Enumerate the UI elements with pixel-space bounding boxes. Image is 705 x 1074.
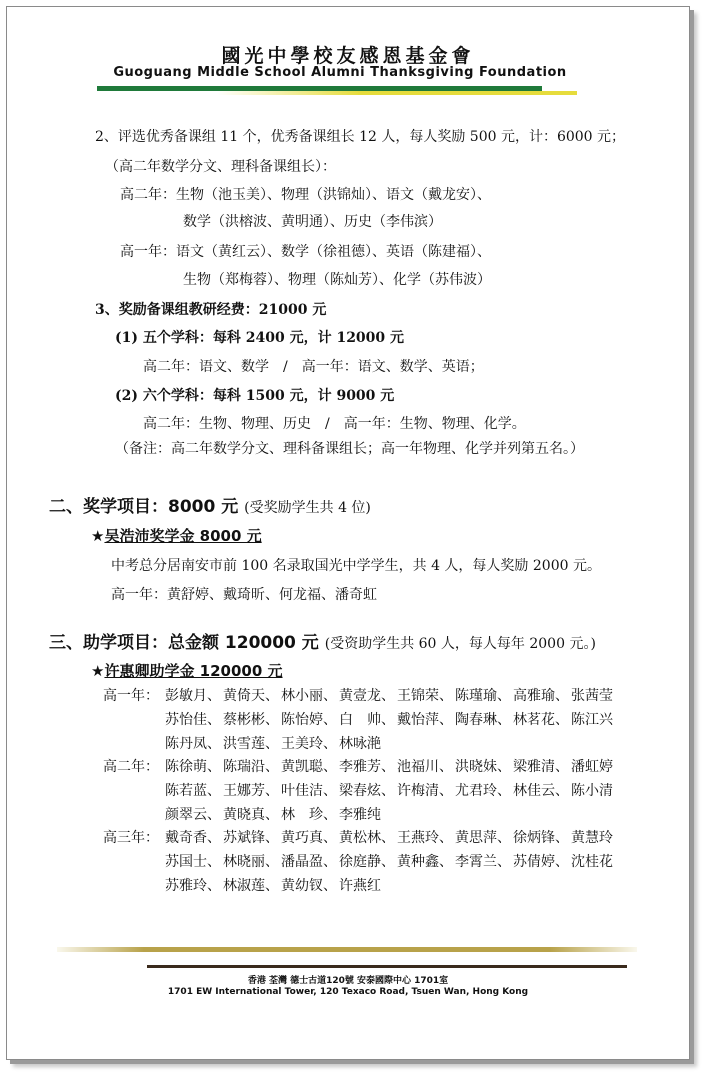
student-name: 苏雅玲、 bbox=[165, 878, 221, 894]
student-name: 陶春琳、 bbox=[455, 712, 511, 728]
student-name: 林晓丽、 bbox=[223, 854, 279, 870]
student-name: 黄慧玲 bbox=[571, 830, 613, 846]
student-name: 王燕玲、 bbox=[397, 830, 453, 846]
student-name: 许梅清、 bbox=[397, 783, 453, 799]
section2-grade-label: 高一年： bbox=[111, 587, 167, 603]
section2-award-name: 吴浩沛奖学金 8000 元 bbox=[104, 527, 262, 545]
grade3-names bbox=[165, 829, 629, 895]
student-name: 陈丹凤、 bbox=[165, 736, 221, 752]
student-name: 王娜芳、 bbox=[223, 783, 279, 799]
grade3-label: 高三年： bbox=[103, 830, 159, 846]
student-name: 蔡彬彬、 bbox=[223, 712, 279, 728]
student-name: 苏怡佳、 bbox=[165, 712, 221, 728]
section3-title bbox=[49, 632, 596, 655]
student-name: 尤君玲、 bbox=[455, 783, 511, 799]
footer-address-cn: 香港 荃灣 德士古道120號 安泰國際中心 1701室 bbox=[247, 976, 449, 986]
student-name: 陈瑾瑜、 bbox=[455, 688, 511, 704]
section2-award bbox=[91, 527, 262, 545]
star-icon: ★ bbox=[91, 527, 105, 545]
student-name: 苏国士、 bbox=[165, 854, 221, 870]
student-name: 白 帅、 bbox=[339, 712, 395, 728]
student-name: 黄倚天、 bbox=[223, 688, 279, 704]
student-name: 黄幼钗、 bbox=[281, 878, 337, 894]
student-name: 苏倩婷、 bbox=[513, 854, 569, 870]
student-name: 林淑莲、 bbox=[223, 878, 279, 894]
student-name: 戴怡萍、 bbox=[397, 712, 453, 728]
student-name: 黄巧真、 bbox=[281, 830, 337, 846]
student-name: 李雅纯 bbox=[339, 807, 381, 823]
student-name: 洪晓妹、 bbox=[455, 759, 511, 775]
student-name: 林 珍、 bbox=[281, 807, 337, 823]
section2-desc: 中考总分居南安市前 100 名录取国光中学学生，共 4 人，每人奖励 2000 元。 bbox=[111, 558, 601, 574]
student-name: 黄松林、 bbox=[339, 830, 395, 846]
grade2-names bbox=[165, 758, 629, 824]
student-name: 苏斌锋、 bbox=[223, 830, 279, 846]
student-name: 李雅芳、 bbox=[339, 759, 395, 775]
grade1-names bbox=[165, 687, 629, 753]
student-name: 徐庭静、 bbox=[339, 854, 395, 870]
student-name: 林佳云、 bbox=[513, 783, 569, 799]
part3-sub2-detail: 高二年：生物、物理、历史 / 高一年：生物、物理、化学。 bbox=[143, 416, 526, 432]
student-name: 林咏滟 bbox=[339, 736, 381, 752]
student-name: 叶佳洁、 bbox=[281, 783, 337, 799]
grade2-label: 高二年： bbox=[103, 759, 159, 775]
student-name: 林小丽、 bbox=[281, 688, 337, 704]
part3-heading: 3、奖励备课组教研经费：21000 元 bbox=[95, 302, 327, 318]
section2-note: (受奖励学生共 4 位) bbox=[244, 500, 371, 516]
letterhead-title-en: Guoguang Middle School Alumni Thanksgiving Foundation bbox=[113, 65, 567, 80]
part2-grade1-line2: 生物（郑梅蓉）、物理（陈灿芳）、化学（苏伟波） bbox=[183, 272, 491, 288]
document-page bbox=[6, 6, 690, 1060]
footer-dark-rule bbox=[147, 965, 627, 968]
footer-gold-rule bbox=[57, 947, 637, 952]
student-name: 陈怡婷、 bbox=[281, 712, 337, 728]
student-name: 潘虹婷 bbox=[571, 759, 613, 775]
section2-students-line bbox=[111, 586, 377, 604]
student-name: 彭敏月、 bbox=[165, 688, 221, 704]
part2-note: （高二年数学分文、理科备课组长）： bbox=[105, 159, 336, 175]
student-name: 王美玲、 bbox=[281, 736, 337, 752]
student-name: 黄晓真、 bbox=[223, 807, 279, 823]
footer-address-en: 1701 EW International Tower, 120 Texaco Road, Tsuen Wan, Hong Kong bbox=[167, 987, 529, 997]
student-name: 许燕红 bbox=[339, 878, 381, 894]
student-name: 陈江兴 bbox=[571, 712, 613, 728]
letterhead-yellow-rule bbox=[217, 91, 577, 95]
section2-students: 黄舒婷、戴琦昕、何龙福、潘奇虹 bbox=[167, 587, 377, 603]
part3-sub1: (1) 五个学科：每科 2400 元，计 12000 元 bbox=[115, 330, 405, 346]
student-name: 张茜莹 bbox=[571, 688, 613, 704]
student-name: 梁雅清、 bbox=[513, 759, 569, 775]
student-name: 池福川、 bbox=[397, 759, 453, 775]
star-icon: ★ bbox=[91, 662, 105, 680]
student-name: 洪雪莲、 bbox=[223, 736, 279, 752]
part3-remark: （备注：高二年数学分文、理科备课组长；高一年物理、化学并列第五名。） bbox=[115, 441, 584, 457]
student-name: 颜翠云、 bbox=[165, 807, 221, 823]
student-name: 戴奇香、 bbox=[165, 830, 221, 846]
student-name: 徐炳锋、 bbox=[513, 830, 569, 846]
student-name: 陈若蓝、 bbox=[165, 783, 221, 799]
part3-sub1-detail: 高二年：语文、数学 / 高一年：语文、数学、英语； bbox=[143, 359, 484, 375]
grade1-label: 高一年： bbox=[103, 688, 159, 704]
student-name: 陈小清 bbox=[571, 783, 613, 799]
letterhead-title-cn: 國光中學校友感恩基金會 bbox=[221, 45, 475, 67]
student-name: 陈瑞沿、 bbox=[223, 759, 279, 775]
student-name: 陈徐萌、 bbox=[165, 759, 221, 775]
part2-grade2-line1: 高二年：生物（池玉美）、物理（洪锦灿）、语文（戴龙安）、 bbox=[120, 187, 491, 203]
student-name: 高雅瑜、 bbox=[513, 688, 569, 704]
student-name: 黄种鑫、 bbox=[397, 854, 453, 870]
part2-grade2-line2: 数学（洪榕波、黄明通）、历史（李伟滨） bbox=[183, 214, 442, 230]
student-name: 林茗花、 bbox=[513, 712, 569, 728]
section3-note: (受资助学生共 60 人，每人每年 2000 元。) bbox=[324, 636, 596, 652]
student-name: 潘晶盈、 bbox=[281, 854, 337, 870]
student-name: 梁春炫、 bbox=[339, 783, 395, 799]
part2-heading: 2、评选优秀备课组 11 个，优秀备课组长 12 人，每人奖励 500 元，计：6000 元； bbox=[95, 129, 626, 145]
section3-award-name: 许惠卿助学金 120000 元 bbox=[104, 662, 283, 680]
student-name: 李霄兰、 bbox=[455, 854, 511, 870]
section3-award bbox=[91, 662, 283, 680]
student-name: 沈桂花 bbox=[571, 854, 613, 870]
section2-title-text: 二、奖学项目：8000 元 bbox=[49, 497, 239, 517]
student-name: 王锦荣、 bbox=[397, 688, 453, 704]
section3-title-text: 三、助学项目：总金额 120000 元 bbox=[49, 633, 319, 653]
section2-title bbox=[49, 496, 371, 519]
part2-grade1-line1: 高一年：语文（黄红云）、数学（徐祖德）、英语（陈建福）、 bbox=[120, 244, 491, 260]
student-name: 黄凯聪、 bbox=[281, 759, 337, 775]
part3-sub2: (2) 六个学科：每科 1500 元，计 9000 元 bbox=[115, 388, 395, 404]
student-name: 黄壹龙、 bbox=[339, 688, 395, 704]
student-name: 黄思萍、 bbox=[455, 830, 511, 846]
